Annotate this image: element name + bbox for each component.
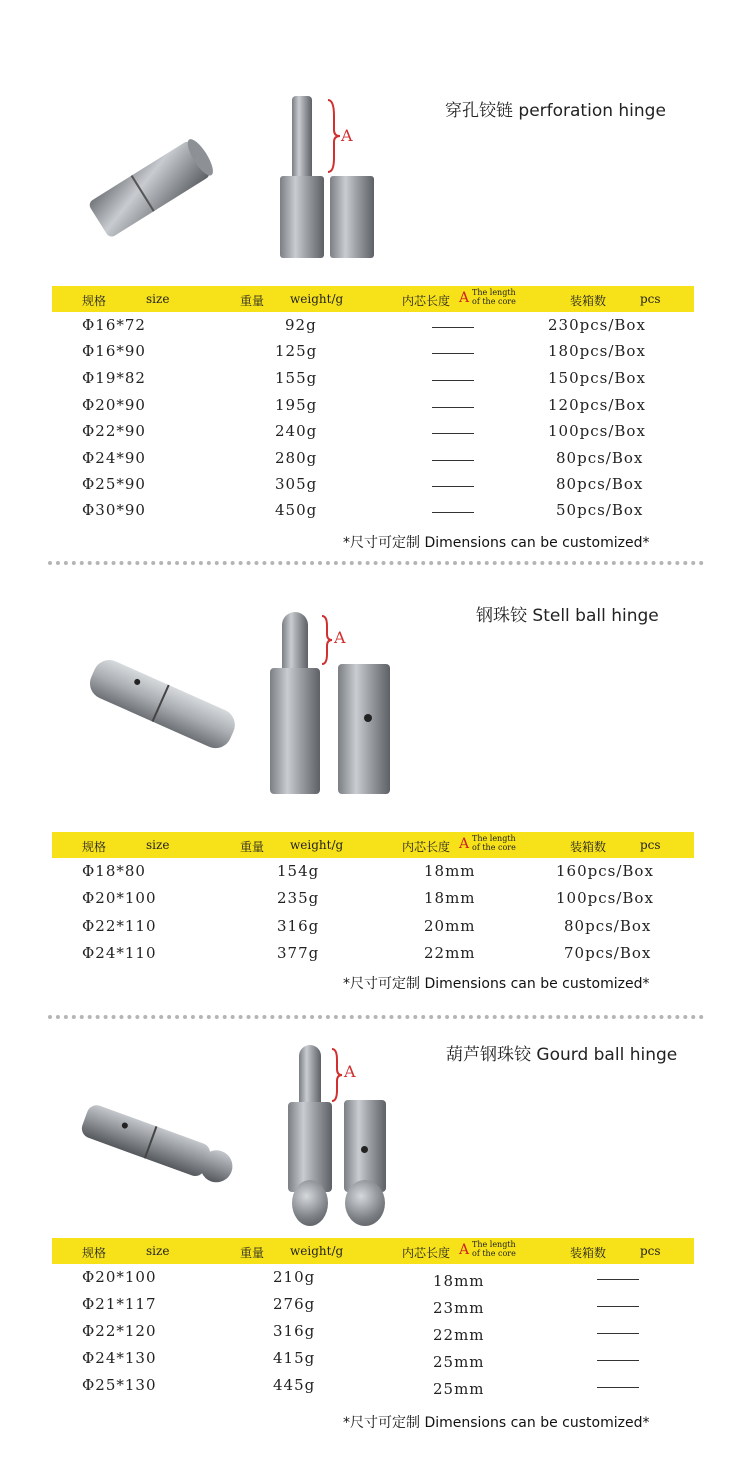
header-pack-en: pcs: [640, 838, 661, 852]
header-pack-cn: 装箱数: [570, 840, 607, 854]
hinge-ball-pin: [299, 1045, 321, 1105]
cell-weight: 92g: [285, 316, 317, 334]
section-title: 葫芦钢珠铰 Gourd ball hinge: [446, 1045, 678, 1065]
cell-pack: 70pcs/Box: [564, 944, 652, 962]
cell-weight: 155g: [275, 369, 318, 387]
cell-core: 18mm: [424, 889, 476, 907]
cell-weight: 415g: [273, 1349, 316, 1367]
cell-weight: 154g: [277, 862, 320, 880]
cell-size: Φ25*130: [82, 1376, 157, 1394]
header-weight-en: weight/g: [290, 838, 344, 852]
cell-weight: 316g: [273, 1322, 316, 1340]
hinge-gourd-ball: [292, 1180, 328, 1226]
cell-size: Φ20*90: [82, 396, 146, 414]
cell-core-dash: [432, 407, 474, 408]
cell-size: Φ22*110: [82, 917, 157, 935]
header-core-a: A: [459, 1242, 470, 1258]
cell-pack: 80pcs/Box: [556, 475, 644, 493]
cell-pack: 230pcs/Box: [548, 316, 646, 334]
cell-size: Φ24*90: [82, 449, 146, 467]
cell-core: 18mm: [424, 862, 476, 880]
header-size-cn: 规格: [82, 294, 107, 308]
header-core-en1: The length: [472, 288, 516, 297]
cell-core: 22mm: [433, 1326, 485, 1344]
cell-core: 25mm: [433, 1353, 485, 1371]
header-pack-cn: 装箱数: [570, 1246, 607, 1260]
hinge-photo-assembled: [70, 1085, 240, 1205]
header-core-cn: 内芯长度: [402, 1246, 451, 1260]
header-core-en1: The length: [472, 834, 516, 843]
header-size-en: size: [146, 292, 170, 306]
section-divider: [48, 561, 704, 565]
cell-weight: 240g: [275, 422, 318, 440]
cell-size: Φ18*80: [82, 862, 146, 880]
header-weight-en: weight/g: [290, 292, 344, 306]
section-title: 钢珠铰 Stell ball hinge: [476, 606, 659, 626]
hinge-photo-assembled: [80, 120, 220, 260]
cell-weight: 210g: [273, 1268, 316, 1286]
hinge-ball-hole: [364, 714, 372, 722]
cell-size: Φ22*120: [82, 1322, 157, 1340]
header-core-en2: of the core: [472, 843, 516, 852]
hinge-sleeve-part: [330, 176, 374, 258]
table-header: [52, 286, 694, 312]
hinge-pin-part: [292, 96, 312, 178]
cell-pack: 50pcs/Box: [556, 501, 644, 519]
cell-core-dash: [432, 486, 474, 487]
cell-size: Φ19*82: [82, 369, 146, 387]
cell-pack: 150pcs/Box: [548, 369, 646, 387]
header-weight-cn: 重量: [240, 840, 265, 854]
core-length-marker: A: [334, 628, 346, 647]
header-core-cn: 内芯长度: [402, 840, 451, 854]
cell-core: 25mm: [433, 1380, 485, 1398]
core-length-marker: A: [344, 1062, 356, 1081]
cell-weight: 305g: [275, 475, 318, 493]
cell-core-dash: [432, 460, 474, 461]
header-core-en2: of the core: [472, 297, 516, 306]
hinge-sleeve-part: [338, 664, 390, 794]
header-size-en: size: [146, 1244, 170, 1258]
customization-note: *尺寸可定制 Dimensions can be customized*: [343, 535, 650, 551]
header-size-cn: 规格: [82, 1246, 107, 1260]
header-core-a: A: [459, 290, 470, 306]
section-divider: [48, 1015, 704, 1019]
customization-note: *尺寸可定制 Dimensions can be customized*: [343, 976, 650, 992]
hinge-photo-assembled: [80, 640, 245, 770]
section-title: 穿孔铰链 perforation hinge: [445, 101, 666, 121]
header-size-cn: 规格: [82, 840, 107, 854]
cell-pack: 100pcs/Box: [556, 889, 654, 907]
hinge-pin-body: [280, 176, 324, 258]
cell-core-dash: [432, 327, 474, 328]
cell-pack: 100pcs/Box: [548, 422, 646, 440]
hinge-pin-body: [288, 1102, 332, 1192]
cell-size: Φ24*130: [82, 1349, 157, 1367]
cell-pack: 80pcs/Box: [564, 917, 652, 935]
cell-size: Φ16*90: [82, 342, 146, 360]
cell-size: Φ30*90: [82, 501, 146, 519]
header-weight-en: weight/g: [290, 1244, 344, 1258]
cell-pack-dash: [597, 1387, 639, 1388]
table-header: [52, 1238, 694, 1264]
cell-core-dash: [432, 433, 474, 434]
cell-weight: 125g: [275, 342, 318, 360]
header-core-en2: of the core: [472, 1249, 516, 1258]
cell-pack: 120pcs/Box: [548, 396, 646, 414]
header-size-en: size: [146, 838, 170, 852]
header-pack-en: pcs: [640, 292, 661, 306]
cell-size: Φ24*110: [82, 944, 157, 962]
customization-note: *尺寸可定制 Dimensions can be customized*: [343, 1415, 650, 1431]
hinge-ball-pin: [282, 612, 308, 674]
cell-weight: 276g: [273, 1295, 316, 1313]
cell-weight: 316g: [277, 917, 320, 935]
cell-weight: 445g: [273, 1376, 316, 1394]
cell-weight: 195g: [275, 396, 318, 414]
header-weight-cn: 重量: [240, 294, 265, 308]
header-core-en1: The length: [472, 1240, 516, 1249]
hinge-ball-hole: [361, 1146, 368, 1153]
header-weight-cn: 重量: [240, 1246, 265, 1260]
cell-core-dash: [432, 380, 474, 381]
cell-pack-dash: [597, 1279, 639, 1280]
cell-pack: 80pcs/Box: [556, 449, 644, 467]
cell-size: Φ21*117: [82, 1295, 157, 1313]
cell-pack: 180pcs/Box: [548, 342, 646, 360]
cell-size: Φ16*72: [82, 316, 146, 334]
header-pack-cn: 装箱数: [570, 294, 607, 308]
cell-weight: 377g: [277, 944, 320, 962]
cell-weight: 450g: [275, 501, 318, 519]
cell-pack: 160pcs/Box: [556, 862, 654, 880]
cell-pack-dash: [597, 1306, 639, 1307]
header-pack-en: pcs: [640, 1244, 661, 1258]
core-length-marker: A: [341, 126, 353, 145]
header-core-cn: 内芯长度: [402, 294, 451, 308]
cell-weight: 235g: [277, 889, 320, 907]
cell-weight: 280g: [275, 449, 318, 467]
hinge-gourd-ball: [345, 1180, 385, 1226]
hinge-pin-body: [270, 668, 320, 794]
cell-pack-dash: [597, 1333, 639, 1334]
cell-core-dash: [432, 512, 474, 513]
header-core-a: A: [459, 836, 470, 852]
cell-pack-dash: [597, 1360, 639, 1361]
cell-core-dash: [432, 353, 474, 354]
cell-core: 22mm: [424, 944, 476, 962]
cell-core: 18mm: [433, 1272, 485, 1290]
cell-size: Φ22*90: [82, 422, 146, 440]
cell-core: 20mm: [424, 917, 476, 935]
table-header: [52, 832, 694, 858]
cell-size: Φ20*100: [82, 1268, 157, 1286]
cell-size: Φ25*90: [82, 475, 146, 493]
cell-size: Φ20*100: [82, 889, 157, 907]
cell-core: 23mm: [433, 1299, 485, 1317]
